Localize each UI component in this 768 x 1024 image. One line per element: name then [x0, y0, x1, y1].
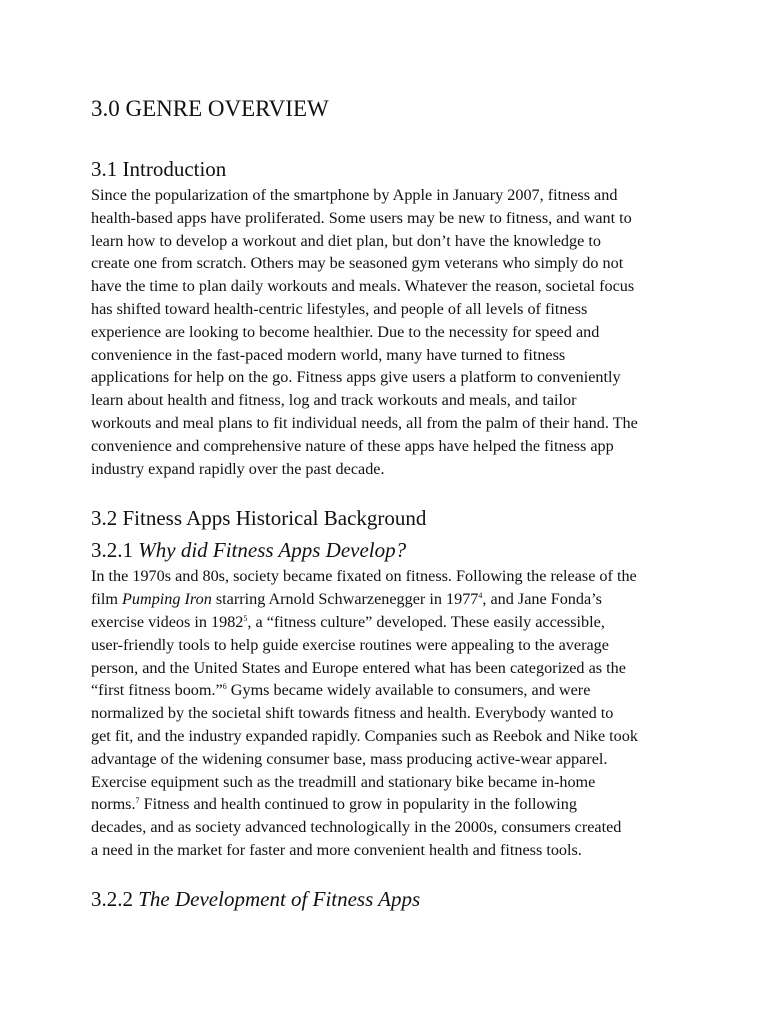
history-line: decades, and as society advanced technologically in the 2000s, consumers created	[91, 818, 622, 837]
footnote-ref: 5	[243, 613, 248, 623]
introduction-paragraph	[91, 184, 691, 480]
history-line: In the 1970s and 80s, society became fixated on fitness. Following the release of the	[91, 567, 637, 586]
footnote-ref: 4	[478, 591, 483, 601]
why-develop-heading	[91, 535, 691, 565]
development-heading	[91, 884, 691, 914]
history-line: a need in the market for faster and more convenient health and fitness tools.	[91, 840, 582, 859]
history-line: normalized by the societal shift towards fitness and health. Everybody wanted to	[91, 704, 614, 723]
history-line: “first fitness boom.”$^6$ Gyms became widely available to consumers, and were	[91, 681, 591, 700]
genre-overview-heading: 3.0 GENRE OVERVIEW	[91, 96, 329, 121]
history-line: Exercise equipment such as the treadmill and stationary bike became in-home	[91, 772, 596, 791]
introduction-line: convenience in the fast-paced modern world, many have turned to fitness	[91, 345, 566, 364]
introduction-line: learn about health and fitness, log and track workouts and meals, and tailor	[91, 391, 577, 410]
history-line: person, and the United States and Europe entered what has been categorized as the	[91, 658, 626, 677]
introduction-line: workouts and meal plans to fit individual needs, all from the palm of their hand. The	[91, 413, 638, 432]
history-line: film Pumping Iron starring Arnold Schwarzenegger in 1977$^4$, and Jane Fonda’s	[91, 590, 602, 609]
history-paragraph	[91, 565, 691, 861]
introduction-line: convenience and comprehensive nature of these apps have helped the fitness app	[91, 436, 614, 455]
introduction-line: has shifted toward health-centric lifestyles, and people of all levels of fitness	[91, 299, 588, 318]
introduction-line: Since the popularization of the smartphone by Apple in January 2007, fitness and	[91, 186, 618, 204]
history-line: get fit, and the industry expanded rapidly. Companies such as Reebok and Nike took	[91, 726, 638, 745]
document-page	[91, 92, 691, 914]
why-develop-title: Why did Fitness Apps Develop?	[138, 538, 407, 563]
introduction-line: experience are looking to become healthier. Due to the necessity for speed and	[91, 322, 600, 341]
development-title: The Development of Fitness Apps	[138, 886, 421, 911]
introduction-line: health-based apps have proliferated. Some users may be new to fitness, and want to	[91, 208, 632, 227]
introduction-line: applications for help on the go. Fitness apps give users a platform to conveniently	[91, 368, 621, 387]
history-line: exercise videos in 1982$^5$, a “fitness culture” developed. These easily accessible,	[91, 612, 605, 631]
history-line: norms.$^7$ Fitness and health continued to grow in popularity in the following	[91, 795, 577, 814]
introduction-heading: 3.1 Introduction	[91, 157, 227, 181]
history-line: advantage of the widening consumer base, mass producing active-wear apparel.	[91, 749, 608, 768]
development-number: 3.2.2	[91, 886, 133, 911]
history-line: user-friendly tools to help guide exercise routines were appealing to the average	[91, 635, 609, 654]
film-title: Pumping Iron	[122, 590, 212, 609]
footnote-ref: 7	[135, 796, 140, 806]
why-develop-number: 3.2.1	[91, 538, 133, 563]
introduction-line: industry expand rapidly over the past decade.	[91, 459, 385, 478]
introduction-line: have the time to plan daily workouts and meals. Whatever the reason, societal focus	[91, 277, 635, 296]
historical-background-heading: 3.2 Fitness Apps Historical Background	[91, 506, 427, 531]
footnote-ref: 6	[222, 682, 227, 692]
introduction-line: create one from scratch. Others may be seasoned gym veterans who simply do not	[91, 254, 624, 273]
introduction-line: learn how to develop a workout and diet plan, but don’t have the knowledge to	[91, 231, 601, 250]
